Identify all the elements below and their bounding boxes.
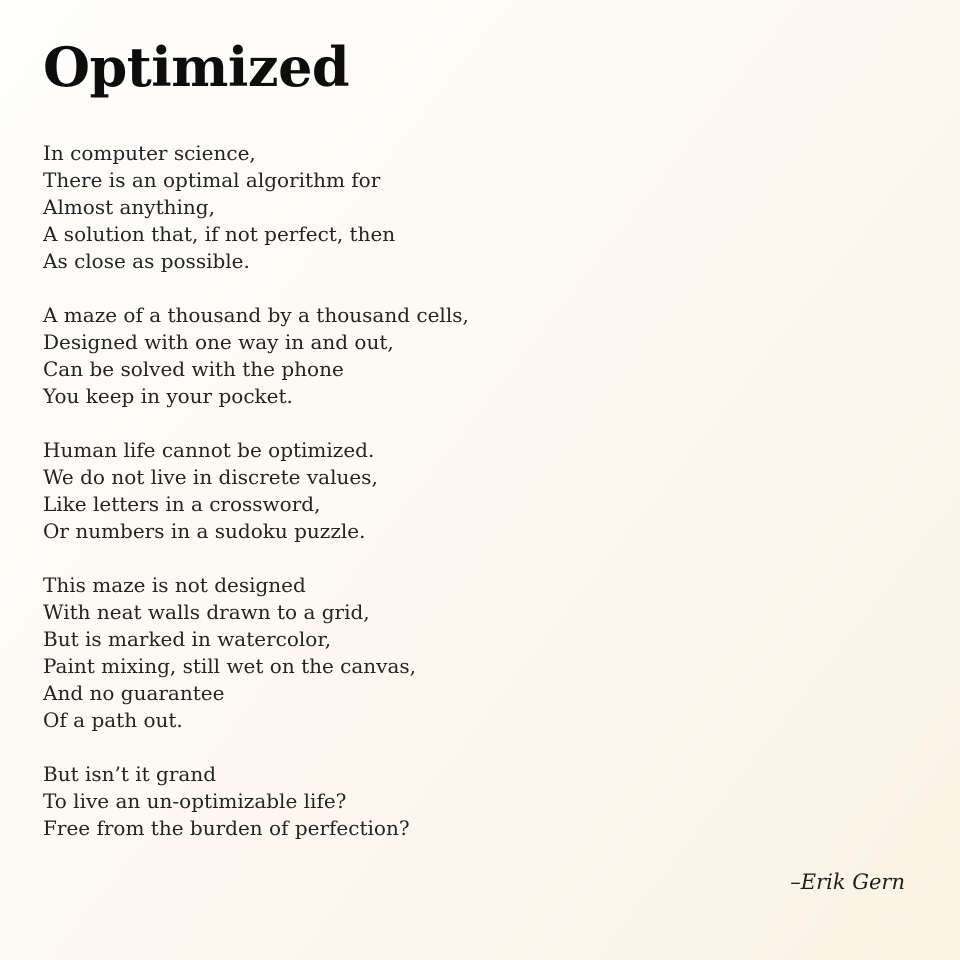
poem-line: Can be solved with the phone [43,356,344,381]
author-signature: –Erik Gern [790,869,905,894]
poem-line: Paint mixing, still wet on the canvas, [43,653,417,678]
stanza-5 [43,761,905,842]
poem-line: With neat walls drawn to a grid, [43,599,370,624]
poem-line: Almost anything, [43,194,215,219]
poem-line: A maze of a thousand by a thousand cells, [43,302,469,327]
stanza-3 [43,437,905,545]
poem-line: There is an optimal algorithm for [43,167,381,192]
poem-line: Like letters in a crossword, [43,491,321,516]
poem-title: Optimized [43,35,350,99]
poem-line: We do not live in discrete values, [43,464,378,489]
stanza-4 [43,572,905,734]
poem-line: Free from the burden of perfection? [43,815,410,840]
poem-line: Or numbers in a sudoku puzzle. [43,518,366,543]
poem-line: A solution that, if not perfect, then [43,221,396,246]
stanza-2 [43,302,905,410]
poem-line: You keep in your pocket. [43,383,293,408]
stanza-1 [43,140,905,275]
poem-line: But is marked in watercolor, [43,626,332,651]
poem-line: As close as possible. [43,248,250,273]
poem-line: Designed with one way in and out, [43,329,394,354]
poem-line: To live an un-optimizable life? [43,788,347,813]
poem-line: But isn’t it grand [43,761,217,786]
poem-line: This maze is not designed [43,572,306,597]
poem-line: Human life cannot be optimized. [43,437,375,462]
poem-line: And no guarantee [43,680,225,705]
poem-line: Of a path out. [43,707,183,732]
poem-body [43,140,905,842]
poem-line: In computer science, [43,140,256,165]
